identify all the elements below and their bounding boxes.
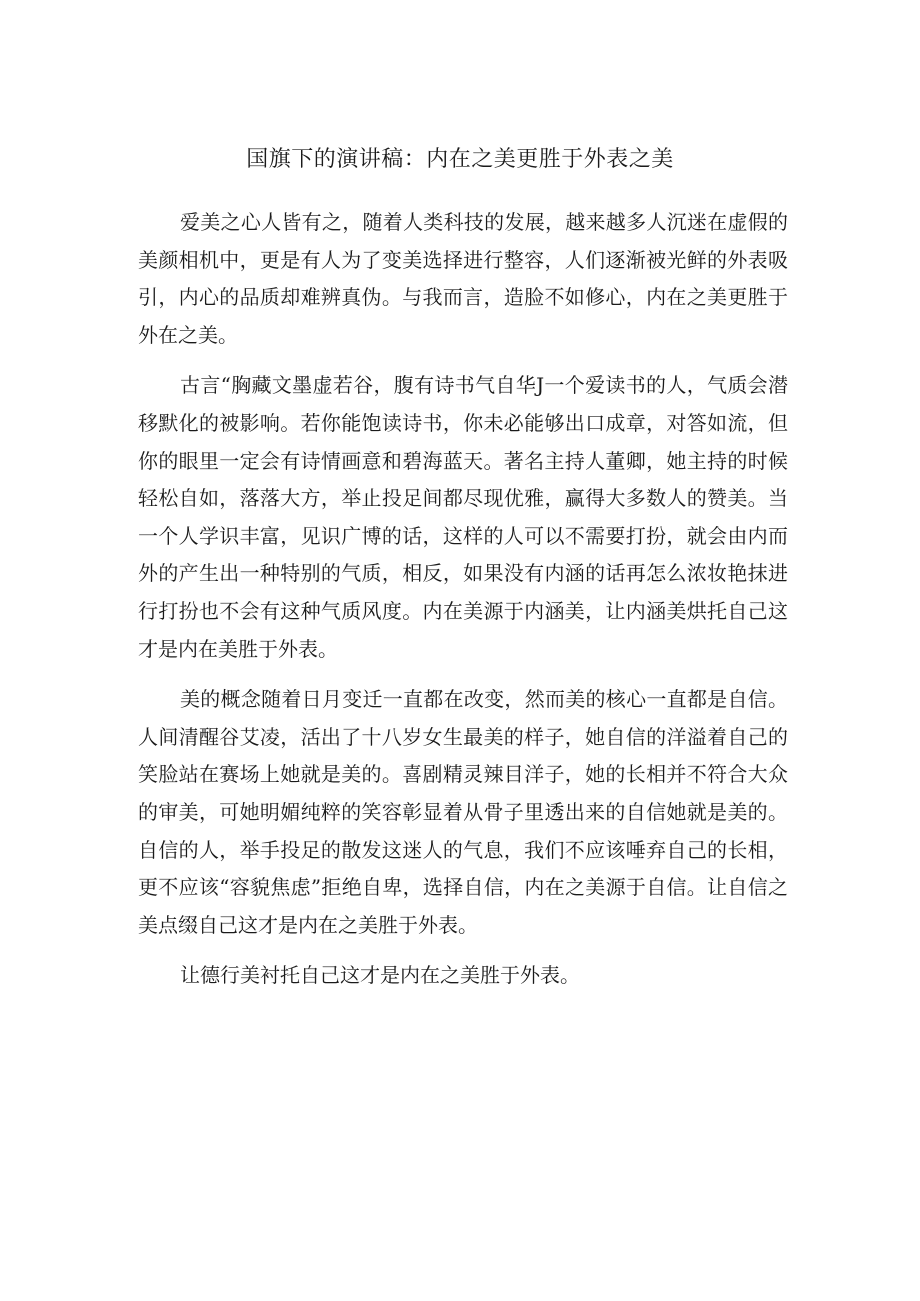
paragraph-3: 美的概念随着日月变迁一直都在改变，然而美的核心一直都是自信。人间清醒谷艾凌，活出了十八岁女生最美的样子，她自信的洋溢着自己的笑脸站在赛场上她就是美的。喜剧精灵辣目洋子，她的长相并不符合大众的审美，可她明媚纯粹的笑容彰显着从骨子里透出来的自信她就是美的。自信的人，举手投足的散发这迷人的气息，我们不应该唾弃自己的长相，更不应该“容貌焦虑”拒绝自卑，选择自信，内在之美源于自信。让自信之美点缀自己这才是内在之美胜于外表。 bbox=[138, 687, 788, 937]
paragraph-4: 让德行美衬托自己这才是内在之美胜于外表。 bbox=[180, 963, 580, 988]
document-body bbox=[138, 204, 788, 995]
paragraph-1: 爱美之心人皆有之，随着人类科技的发展，越来越多人沉迷在虚假的美颜相机中，更是有人为了变美选择进行整容，人们逐渐被光鲜的外表吸引，内心的品质却难辨真伪。与我而言，造脸不如修心，内在之美更胜于外在之美。 bbox=[138, 210, 788, 347]
document-title: 国旗下的演讲稿：内在之美更胜于外表之美 bbox=[246, 147, 674, 172]
paragraph-2: 古言“胸藏文墨虚若谷，腹有诗书气自华J一个爱读书的人，气质会潜移默化的被影响。若你能饱读诗书，你未必能够出口成章，对答如流，但你的眼里一定会有诗情画意和碧海蓝天。著名主持人董卿，她主持的时候轻松自如，落落大方，举止投足间都尽现优雅，赢得大多数人的赞美。当一个人学识丰富，见识广博的话，这样的人可以不需要打扮，就会由内而外的产生出一种特别的气质，相反，如果没有内涵的话再怎么浓妆艳抹进行打扮也不会有这种气质风度。内在美源于内涵美，让内涵美烘托自己这才是内在美胜于外表。 bbox=[138, 373, 788, 661]
